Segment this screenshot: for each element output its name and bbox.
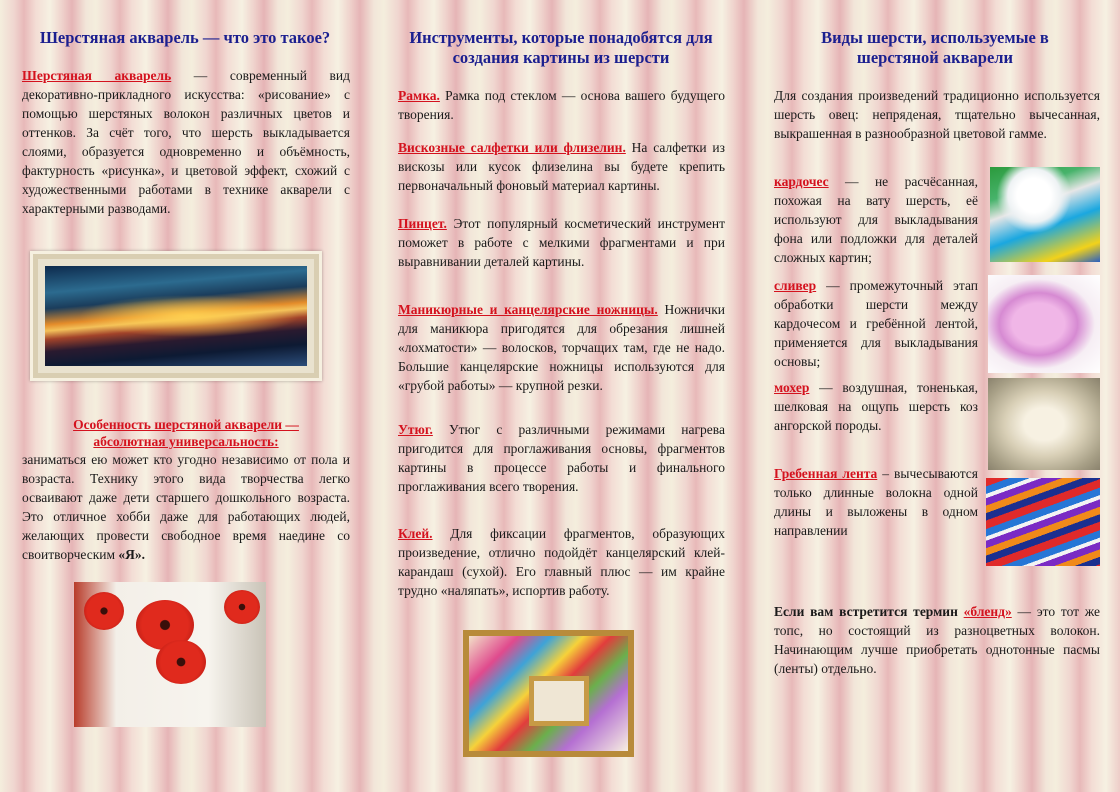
feature-text: заниматься ею может кто угодно независимо от пола и возраста. Технику этого вида творчества легко осваивают даже дети старшего дошкольного возраста. Это отличное хобби даже для работающих людей, желающих провести свободное время наедине со своитворческим — [22, 452, 350, 562]
tool-term: Пинцет. — [398, 216, 447, 231]
tool-item — [398, 300, 725, 395]
wool-text: — воздушная, тоненькая, шелковая на ощупь шерсть коз ангорской породы. — [774, 380, 978, 433]
wool-type — [774, 378, 978, 435]
col1-title: Шерстяная акварель — что это такое? — [39, 28, 331, 47]
blend-paragraph — [774, 602, 1100, 678]
tool-item — [398, 524, 725, 600]
tool-term: Вискозные салфетки или флизелин. — [398, 140, 626, 155]
sliver-picture — [988, 275, 1100, 373]
tool-item — [398, 86, 725, 124]
wool-term: сливер — [774, 278, 817, 293]
tool-term: Маникюрные и канцелярские ножницы. — [398, 302, 658, 317]
wool-text: — промежуточный этап обработки шерсти между кардочесом и гребённой лентой, применяется для выкладывания основы; — [774, 278, 978, 369]
column-tools — [374, 0, 746, 792]
feature-paragraph — [22, 450, 350, 564]
poppies-picture — [74, 582, 266, 727]
tool-text: Рамка под стеклом — основа вашего будущего творения. — [398, 88, 725, 122]
blend-text: — это тот же топс, но состоящий из разноцветных волокон. Начинающим лучше приобретать однотонные пасмы (ленты) отдельно. — [774, 604, 1100, 676]
wool-intro: Для создания произведений традиционно используется шерсть овец: непряденая, тщательно вычесанная, выкрашенная в разнообразной цветовой гамме. — [774, 88, 1100, 141]
wool-text: – вычесываются только длинные волокна одной длины и выложены в одном направлении — [774, 466, 978, 538]
wool-type — [774, 464, 978, 540]
wool-type — [774, 172, 978, 267]
tools-picture — [463, 630, 634, 757]
combed-tape-picture — [986, 478, 1100, 566]
tool-text: На салфетки из вискозы или кусок флизелина вы будете крепить первоначальный фоновый материал картины. — [398, 140, 725, 193]
blend-pre: Если вам встретится термин — [774, 604, 964, 619]
col3-title: Виды шерсти, используемые в шерстяной акварели — [821, 28, 1049, 67]
tool-term: Утюг. — [398, 422, 433, 437]
tool-term: Клей. — [398, 526, 433, 541]
tool-text: Для фиксации фрагментов, образующих произведение, отлично подойдёт канцелярский клей-карандаш (сухой). Его главный плюс — им крайне трудно «наляпать», испортив работу. — [398, 526, 725, 598]
tool-item — [398, 214, 725, 271]
intro-paragraph — [22, 66, 350, 218]
tool-text: Утюг с различными режимами нагрева пригодится для проглаживания основы, фрагментов картины в процессе работы и финального проглаживания всего творения. — [398, 422, 725, 494]
wool-text: — не расчёсанная, похожая на вату шерсть, её используют для выкладывания фона или подложки для деталей сложных картин; — [774, 174, 978, 265]
feature-end: «Я». — [118, 547, 146, 562]
tool-term: Рамка. — [398, 88, 440, 103]
feature-heading: Особенность шерстяной акварели — абсолютная универсальность: — [73, 417, 299, 449]
wool-type — [774, 276, 978, 371]
tool-text: Этот популярный косметический инструмент поможет в работе с мелкими фрагментами и при выравнивании деталей картины. — [398, 216, 725, 269]
tool-item — [398, 420, 725, 496]
wool-landscape-picture — [30, 251, 322, 381]
wool-term: Гребенная лента — [774, 466, 878, 481]
wool-term: кардочес — [774, 174, 829, 189]
column-wool-types — [750, 0, 1120, 792]
intro-term: Шерстяная акварель — [22, 68, 172, 83]
col2-title: Инструменты, которые понадобятся для создания картины из шерсти — [409, 28, 713, 67]
column-what-is — [0, 0, 370, 792]
intro-text: — современный вид декоративно-прикладного искусства: «рисование» с помощью шерстяных волокон различных цветов и оттенков. За счёт того, что шерсть выкладывается слоями, образуется одновременно и объёмность, фактурность «рисунка», и цветовой эффект, схожий с художественными работами в технике акварели с характерными разводами. — [22, 68, 350, 216]
wool-term: мохер — [774, 380, 810, 395]
moher-picture — [988, 378, 1100, 470]
blend-term: «бленд» — [963, 604, 1012, 619]
tool-text: Ножнички для маникюра пригодятся для обрезания лишней «лохматости» — волосков, торчащих там, где не надо. Большие канцелярские ножницы используются для «грубой работы» — крупной резки. — [398, 302, 726, 393]
kardoches-picture — [990, 167, 1100, 262]
tool-item — [398, 138, 725, 195]
